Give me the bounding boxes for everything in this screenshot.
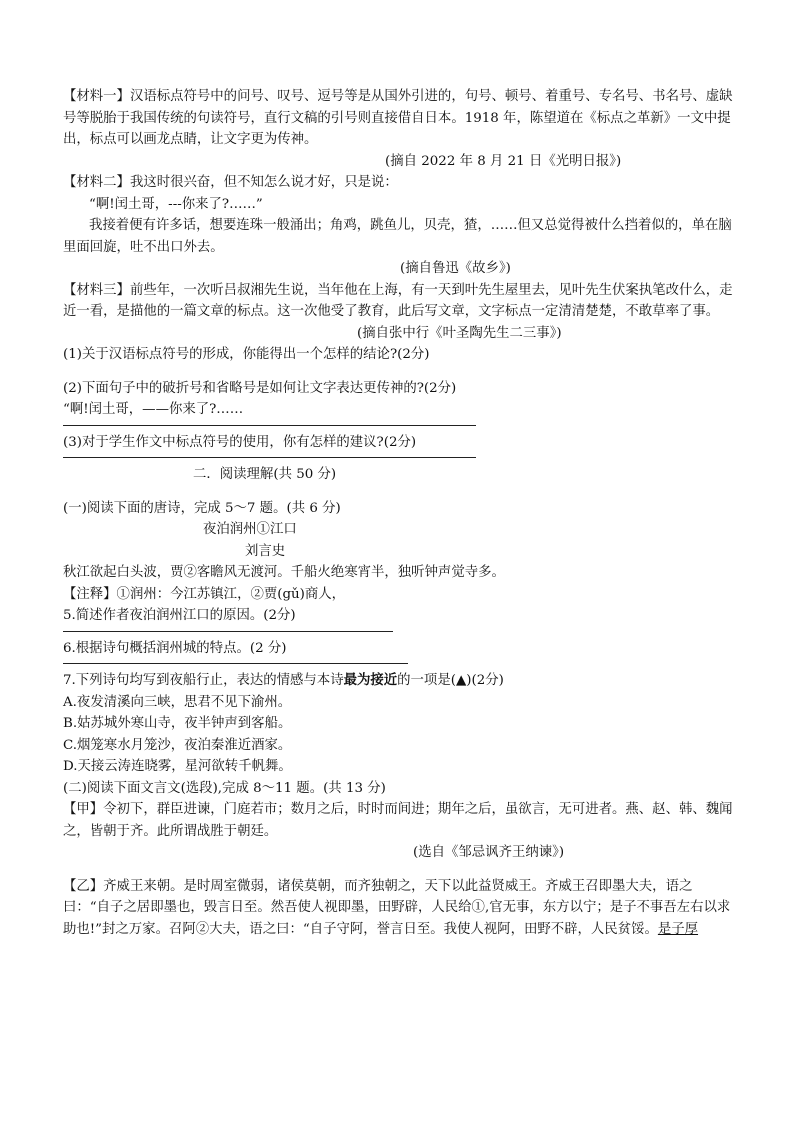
question-5: 5.简述作者夜泊润州江口的原因。(2分)	[63, 608, 296, 623]
material3-label: 【材料三】	[63, 282, 130, 298]
material3-paragraph	[63, 280, 733, 323]
question-7-text-b: 的一项是(▲)(2分)	[397, 673, 504, 688]
exam-page	[63, 86, 733, 940]
material1-paragraph	[63, 86, 733, 151]
yi-text: 齐威王来朝。是时周室微弱，诸侯莫朝，而齐独朝之，天下以此益贤威王。齐威王召即墨大夫，语之曰：“自子之居即墨也，毁言日至。然吾使人视即墨，田野辟，人民给①,官无事，东方以宁；是子不事吾左右以求助也!”封之万家。召阿②大夫，语之曰：“自子守阿，誉言日至。我使人视阿，田野不辟，人民贫馁。	[63, 878, 731, 937]
option-a: A.夜发清溪向三峡，思君不见下渝州。	[63, 694, 292, 710]
poem-author: 刘言史	[245, 543, 286, 559]
poem-title: 夜泊润州①江口	[203, 522, 297, 537]
question-7	[63, 670, 733, 692]
part1-intro: (一)阅读下面的唐诗，完成 5～7 题。(共 6 分)	[63, 500, 341, 516]
question-7-emphasis: 最为接近	[343, 672, 398, 688]
question-1: (1)关于汉语标点符号的形成，你能得出一个怎样的结论?(2分)	[63, 347, 430, 362]
material2-label: 【材料二】	[63, 175, 130, 190]
question-3: (3)对于学生作文中标点符号的使用，你有怎样的建议?(2分)	[63, 434, 417, 450]
part2-intro: (二)阅读下面文言文(选段),完成 8～11 题。(共 13 分)	[63, 780, 386, 796]
material3-text: 前些年，一次听吕叔湘先生说，当年他在上海，有一天到叶先生屋里去，见叶先生伏案执笔改什么，走近一看，是描他的一篇文章的标点。这一次他受了教育，此后写文章，文字标点一定清清楚楚，不敢草率了事。	[63, 282, 733, 319]
yi-paragraph	[63, 876, 733, 941]
jia-label: 【甲】	[63, 802, 104, 817]
question-6: 6.根据诗句概括润州城的特点。(2 分)	[63, 640, 287, 656]
section-2-heading: 二．阅读理解(共 50 分)	[193, 467, 337, 482]
question-7-text-a: 7.下列诗句均写到夜船行止，表达的情感与本诗	[63, 673, 344, 688]
material2-paragraph	[63, 172, 733, 194]
option-d: D.天接云涛连晓雾，星河欲转千帆舞。	[63, 759, 292, 774]
answer-line-6[interactable]	[63, 663, 408, 664]
poem-text: 秋江欲起白头波，贾②客瞻风无渡河。千船火绝寒宵半，独听钟声觉寺多。	[63, 565, 505, 580]
material1-source: (摘自 2022 年 8 月 21 日《光明日报》)	[385, 153, 622, 169]
answer-line-2[interactable]	[63, 425, 476, 426]
option-b: B.姑苏城外寒山寺，夜半钟声到客船。	[63, 716, 292, 731]
material1-text: 汉语标点符号中的问号、叹号、逗号等是从国外引进的，句号、顿号、着重号、专名号、书名号、虚缺号等脱胎于我国传统的句读符号，直行文稿的引号则直接借自日本。1918 年，陈望道在《标点之革新》一文中提出，标点可以画龙点睛，让文字更为传神。	[63, 89, 733, 147]
question-2: (2)下面句子中的破折号和省略号是如何让文字表达更传神的?(2分)	[63, 380, 457, 396]
option-c: C.烟笼寒水月笼沙，夜泊秦淮近酒家。	[63, 737, 292, 753]
yi-label: 【乙】	[63, 878, 104, 894]
material2-source: (摘自鲁迅《故乡》)	[400, 261, 511, 276]
answer-line-5[interactable]	[63, 631, 393, 632]
poem-note: 【注释】①润州：今江苏镇江，②贾(gǔ)商人，	[63, 586, 346, 602]
jia-paragraph	[63, 799, 733, 842]
material1-label: 【材料一】	[63, 89, 130, 104]
answer-line-3[interactable]	[63, 457, 476, 458]
material2-text2: 我接着便有许多话，想要连珠一般涌出；角鸡，跳鱼儿，贝壳，猹，……但又总觉得被什么挡着似的，单在脑里面回旋，吐不出口外去。	[63, 218, 732, 255]
material3-source: (摘自张中行《叶圣陶先生二三事》)	[357, 325, 562, 341]
material2-text: 我这时很兴奋，但不知怎么说才好，只是说：	[129, 175, 398, 190]
jia-text: 令初下，群臣进谏，门庭若市；数月之后，时时而间进；期年之后，虽欲言，无可进者。燕、赵、韩、魏闻之，皆朝于齐。此所谓战胜于朝廷。	[63, 802, 733, 839]
jia-source: (选自《邹忌讽齐王纳谏》)	[413, 845, 565, 860]
question-2-quote: “啊!闰土哥，——你来了?……	[63, 402, 244, 417]
material2-quote: “啊!闰土哥，---你来了?……”	[89, 196, 263, 212]
yi-underlined-text: 是子厚	[657, 921, 699, 937]
